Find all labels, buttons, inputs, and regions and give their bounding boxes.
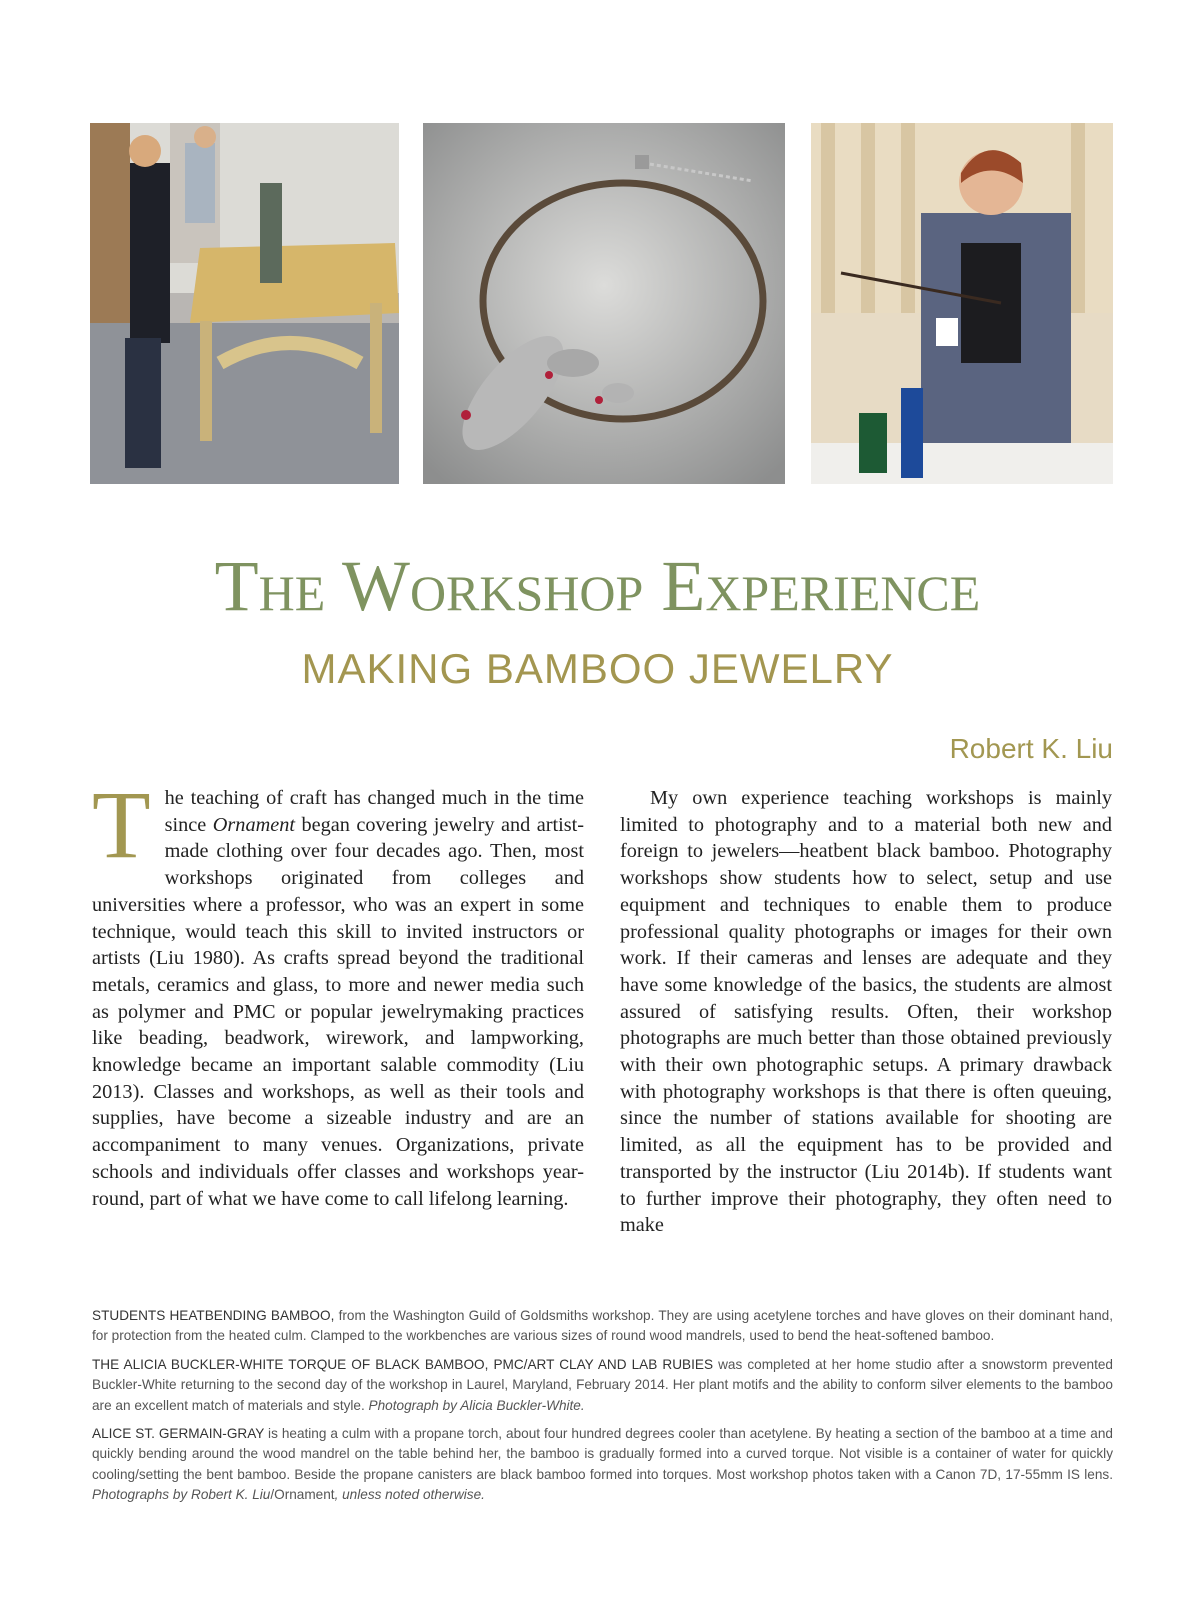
caption-2	[92, 1355, 1113, 1416]
caption-lead: THE ALICIA BUCKLER-WHITE TORQUE OF BLACK BAMBOO, PMC/ART CLAY AND LAB RUBIES	[92, 1356, 714, 1372]
article-title: The Workshop Experience	[214, 546, 981, 626]
caption-text: from the Washington Guild of Goldsmiths workshop. They are using acetylene torches and have gloves on their dominant hand, for protection from the heated culm. Clamped to the workbenches are various sizes of round wood mandrels, used to bend the heat-softened bamboo.	[92, 1308, 1113, 1344]
article-column-right	[620, 785, 1112, 1239]
caption-text: was completed at her home studio after a snowstorm prevented Buckler-White returning to the second day of the workshop in Laurel, Maryland, February 2014. Her plant motifs and the ability to conform silver elements to the bamboo are an excellent match of materials and style.	[92, 1356, 1113, 1413]
photo-captions	[92, 1306, 1113, 1514]
photo-credit-magazine: /Ornament	[270, 1487, 335, 1503]
paragraph-text: My own experience teaching workshops is mainly limited to photography and to a material both new and foreign to jewelers—heatbent black bamboo. Photography workshops show students how to select, setup and use equipment and techniques to enable them to produce professional quality photographs or images for their own work. If their cameras and lenses are adequate and they have some knowledge of the basics, the students are almost assured of satisfying results. Often, their workshop photographs are much better than those obtained previously with their own photographic setups. A primary drawback with photography workshops is that there is often queuing, since the number of stations available for shooting are limited, as all the equipment has to be provided and transported by the instructor (Liu 2014b). If students want to further improve their photography, they often need to make	[620, 787, 1112, 1237]
photo-credit: Photograph by Alicia Buckler-White.	[368, 1397, 585, 1413]
paragraph-text: began covering jewelry and artist-made clothing over four decades ago. Then, most workshops originated from colleges and universities where a professor, who was an expert in some technique, would teach this skill to invited instructors or artists (Liu 1980). As crafts spread beyond the traditional metals, ceramics and glass, to more and newer media such as polymer and PMC or popular jewelrymaking practices like beading, beadwork, wirework, and lampworking, knowledge became an important salable commodity (Liu 2013). Classes and workshops, as well as their tools and supplies, have become a sizeable industry and are an accompaniment to many venues. Organizations, private schools and individuals offer classes and workshops year-round, part of what we have come to call lifelong learning.	[92, 813, 584, 1210]
caption-1	[92, 1306, 1113, 1347]
caption-3	[92, 1424, 1113, 1506]
workshop-students-photo	[90, 123, 399, 484]
caption-text: is heating a culm with a propane torch, about four hundred degrees cooler than acetylene. By heating a section of the bamboo at a time and quickly bending around the wood mandrel on the table behind her, the bamboo is gradually formed into a curved torque. Not visible is a container of water for quickly cooling/setting the bent bamboo. Beside the propane canisters are black bamboo formed into torques. Most workshop photos taken with a Canon 7D, 17-55mm IS lens.	[92, 1426, 1113, 1482]
caption-lead: STUDENTS HEATBENDING BAMBOO,	[92, 1308, 335, 1323]
paragraph-text: he teaching of craft has changed much in the time since	[164, 787, 584, 836]
magazine-name: Ornament	[212, 813, 296, 836]
dropcap: T	[92, 771, 151, 878]
photo-credit: , unless noted otherwise.	[334, 1487, 485, 1503]
photo-credit: Photographs by Robert K. Liu	[92, 1487, 271, 1503]
student-heating-bamboo-photo	[811, 123, 1113, 484]
bamboo-torque-necklace-photo	[423, 123, 785, 484]
article-subtitle: MAKING BAMBOO JEWELRY	[301, 645, 894, 692]
caption-lead: ALICE ST. GERMAIN-GRAY	[92, 1426, 265, 1442]
author-byline: Robert K. Liu	[949, 733, 1113, 764]
article-column-left	[92, 771, 584, 1212]
